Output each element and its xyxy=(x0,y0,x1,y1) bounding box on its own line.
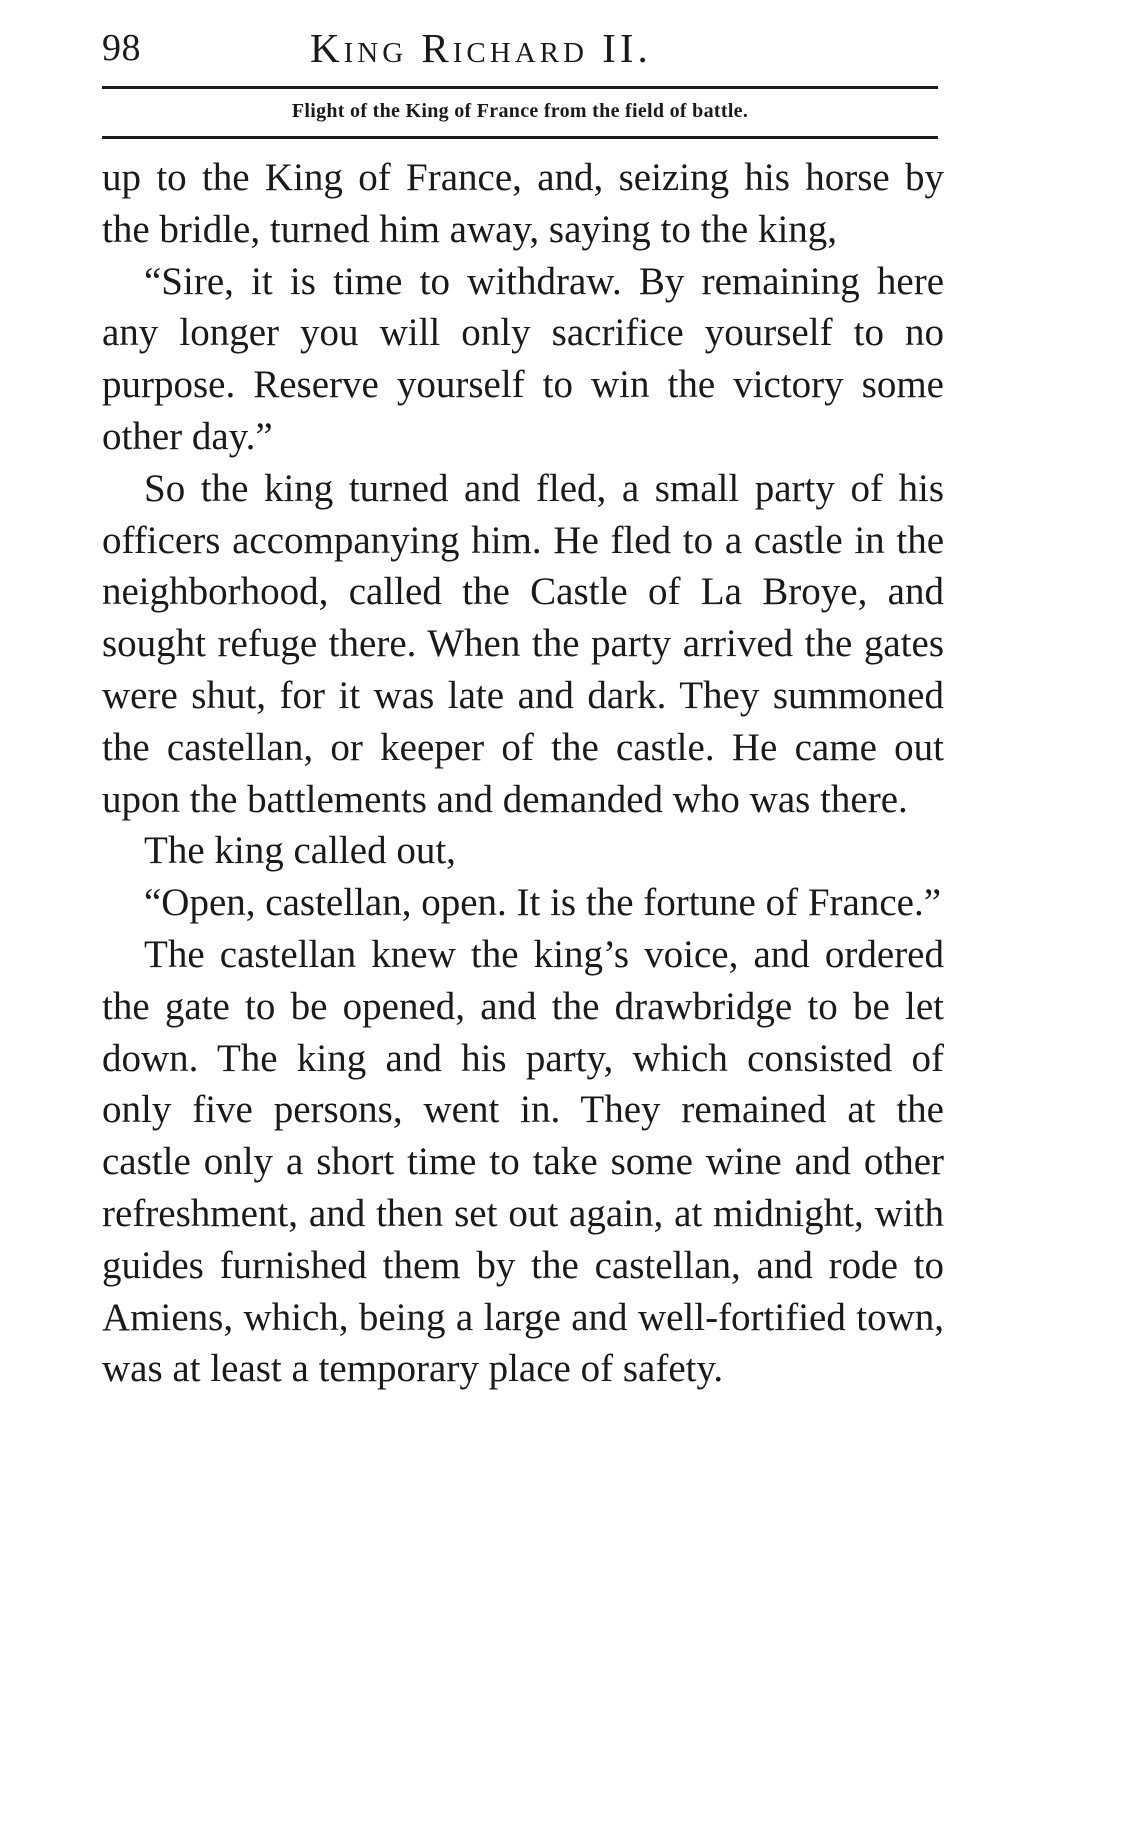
paragraph: The king called out, xyxy=(144,829,456,873)
page-number: 98 xyxy=(102,27,141,69)
section-subtitle: Flight of the King of France from the field of battle. xyxy=(291,100,749,122)
paragraph: “Sire, it is time to withdraw. By remaining here any longer you will only sacrifice yourself to no purpose. Reserve yourself to win the victory some other day.” xyxy=(102,259,944,458)
paragraph: The castellan knew the king’s voice, and ordered the gate to be opened, and the drawbridge to be let down. The king and his party, which consisted of only five persons, went in. They remained at the castle only a short time to take some wine and other refreshment, and then set out again, at midnight, with guides furnished them by the castellan, and rode to Amiens, which, being a large and well-fortified town, was at least a temporary place of safety. xyxy=(102,932,944,1391)
header-rule-bottom xyxy=(102,136,938,139)
body-text xyxy=(102,152,944,1395)
page-header xyxy=(102,20,938,70)
paragraph: So the king turned and fled, a small party of his officers accompanying him. He fled to a castle in the neighborhood, called the Castle of La Broye, and sought refuge there. When the party arrived the gates were shut, for it was late and dark. They summoned the castellan, or keeper of the castle. He came out upon the battlements and demanded who was there. xyxy=(102,466,944,821)
header-rule-top xyxy=(102,86,938,89)
running-title: King Richard II. xyxy=(310,25,652,71)
paragraph: up to the King of France, and, seizing his horse by the bridle, turned him away, saying to the king, xyxy=(102,156,944,251)
paragraph: “Open, castellan, open. It is the fortune of France.” xyxy=(144,881,942,925)
